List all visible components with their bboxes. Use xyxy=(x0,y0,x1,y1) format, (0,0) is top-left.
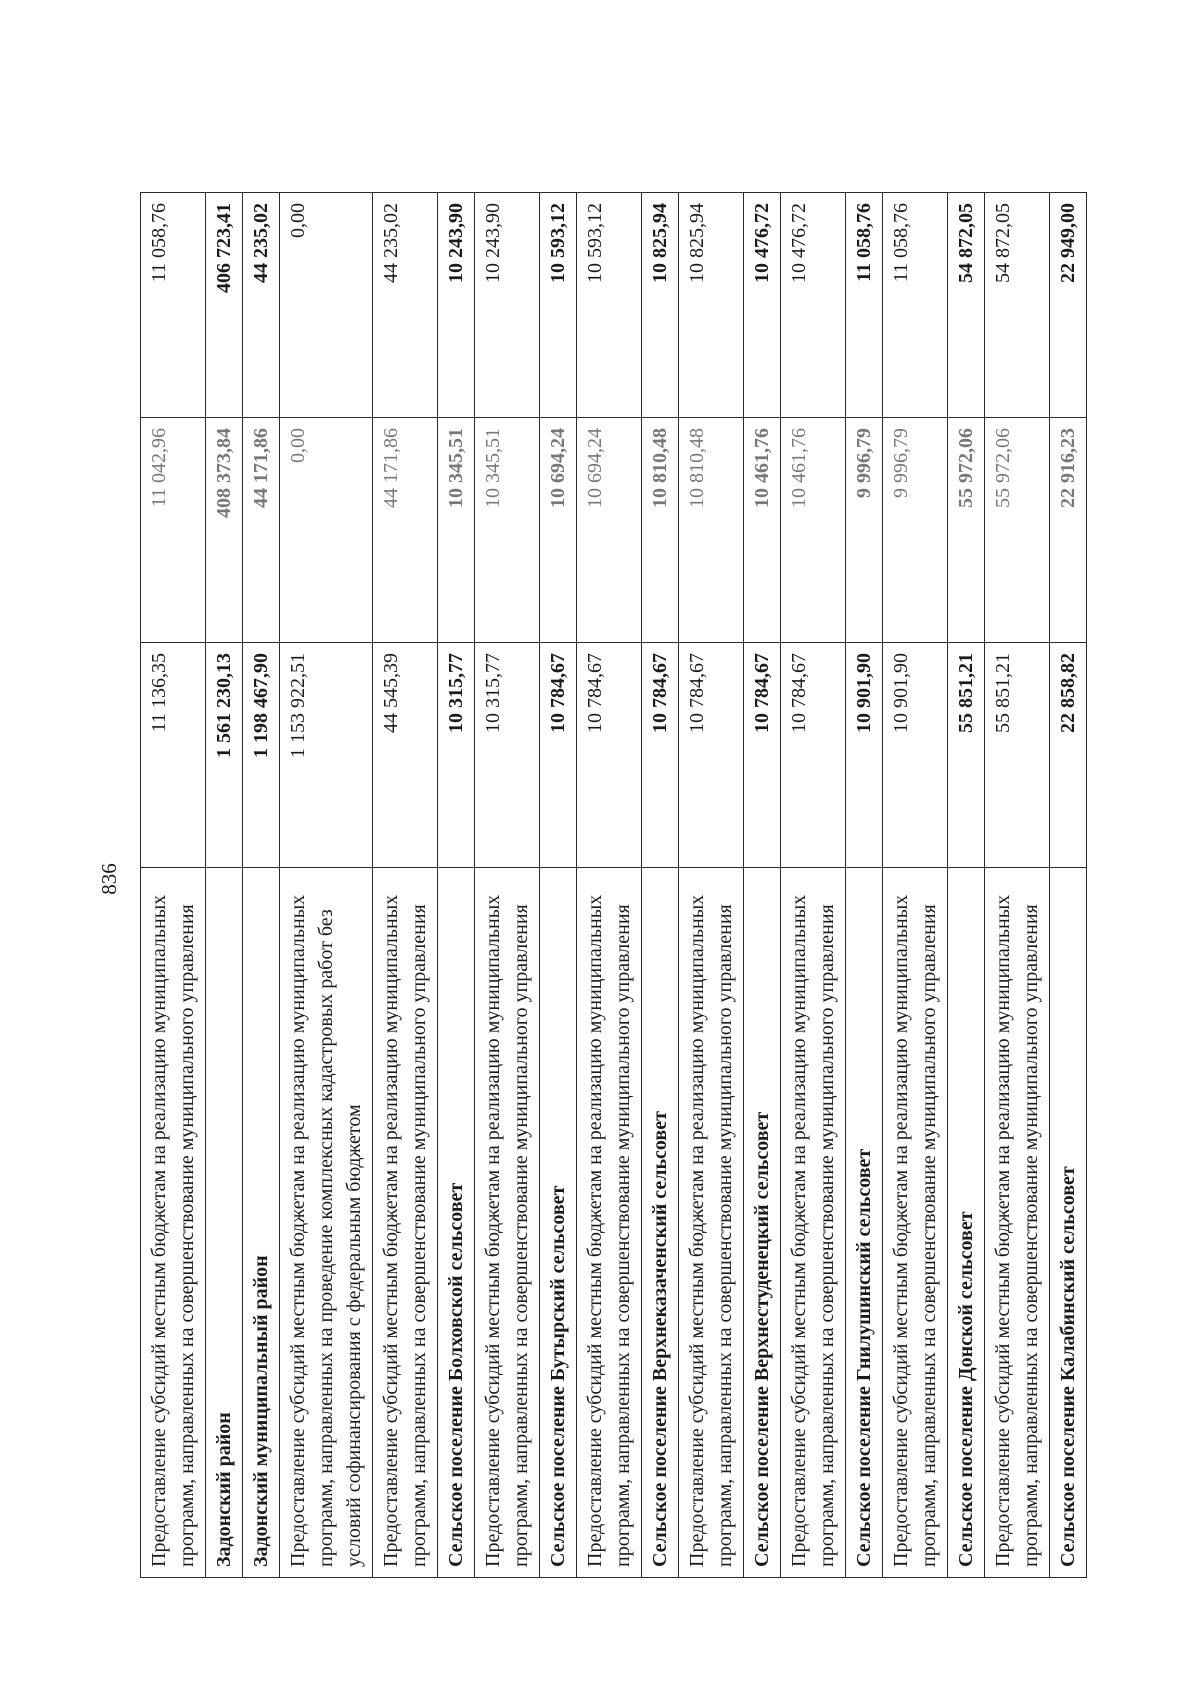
value-year3-cell: 44 235,02 xyxy=(373,193,438,418)
value-year3-cell: 0,00 xyxy=(280,193,373,418)
value-year1-cell: 10 784,67 xyxy=(781,643,846,868)
value-year2-cell: 11 042,96 xyxy=(141,418,206,643)
table-row xyxy=(141,193,206,1578)
table-row xyxy=(642,193,679,1578)
table-row xyxy=(475,193,540,1578)
row-name-cell: Сельское поселение Верхнеказаченский сельсовет xyxy=(642,868,679,1578)
row-name-cell: Предоставление субсидий местным бюджетам на реализацию муниципальных программ, направленных на совершенствование муниципального управления xyxy=(985,868,1050,1578)
row-name-cell: Предоставление субсидий местным бюджетам на реализацию муниципальных программ, направленных на совершенствование муниципального управления xyxy=(373,868,438,1578)
value-year1-cell: 10 315,77 xyxy=(438,643,475,868)
table-row xyxy=(206,193,243,1578)
row-name-cell: Предоставление субсидий местным бюджетам на реализацию муниципальных программ, направленных на совершенствование муниципального управления xyxy=(679,868,744,1578)
table-row xyxy=(373,193,438,1578)
value-year1-cell: 10 901,90 xyxy=(846,643,883,868)
table-row xyxy=(846,193,883,1578)
value-year3-cell: 10 593,12 xyxy=(540,193,577,418)
value-year2-cell: 10 345,51 xyxy=(475,418,540,643)
value-year1-cell: 11 136,35 xyxy=(141,643,206,868)
row-name-cell: Сельское поселение Донской сельсовет xyxy=(948,868,985,1578)
value-year2-cell: 408 373,84 xyxy=(206,418,243,643)
value-year2-cell: 9 996,79 xyxy=(846,418,883,643)
value-year2-cell: 10 810,48 xyxy=(679,418,744,643)
value-year3-cell: 54 872,05 xyxy=(948,193,985,418)
row-name-cell: Задонский район xyxy=(206,868,243,1578)
value-year2-cell: 44 171,86 xyxy=(373,418,438,643)
table-row xyxy=(243,193,280,1578)
row-name-cell: Предоставление субсидий местным бюджетам на реализацию муниципальных программ, направленных на совершенствование муниципального управления xyxy=(883,868,948,1578)
value-year3-cell: 11 058,76 xyxy=(846,193,883,418)
table-row xyxy=(883,193,948,1578)
row-name-cell: Предоставление субсидий местным бюджетам на реализацию муниципальных программ, направленных на проведение комплексных кадастровых работ без условий софинансирования с федеральным бюджетом xyxy=(280,868,373,1578)
table-row xyxy=(1050,193,1087,1578)
budget-table-body xyxy=(141,193,1087,1578)
value-year2-cell: 9 996,79 xyxy=(883,418,948,643)
value-year3-cell: 10 243,90 xyxy=(438,193,475,418)
value-year3-cell: 22 949,00 xyxy=(1050,193,1087,418)
row-name-cell: Сельское поселение Верхнестуденецкий сельсовет xyxy=(744,868,781,1578)
value-year2-cell: 10 694,24 xyxy=(540,418,577,643)
value-year1-cell: 10 784,67 xyxy=(642,643,679,868)
value-year3-cell: 10 476,72 xyxy=(744,193,781,418)
value-year3-cell: 10 593,12 xyxy=(577,193,642,418)
value-year3-cell: 10 825,94 xyxy=(642,193,679,418)
value-year3-cell: 44 235,02 xyxy=(243,193,280,418)
value-year1-cell: 1 153 922,51 xyxy=(280,643,373,868)
value-year1-cell: 55 851,21 xyxy=(948,643,985,868)
value-year3-cell: 54 872,05 xyxy=(985,193,1050,418)
value-year3-cell: 11 058,76 xyxy=(883,193,948,418)
rotated-page xyxy=(85,140,1111,1618)
table-row xyxy=(540,193,577,1578)
table-row xyxy=(679,193,744,1578)
table-row xyxy=(280,193,373,1578)
table-row xyxy=(948,193,985,1578)
value-year2-cell: 10 694,24 xyxy=(577,418,642,643)
value-year3-cell: 10 476,72 xyxy=(781,193,846,418)
row-name-cell: Сельское поселение Бутырский сельсовет xyxy=(540,868,577,1578)
value-year3-cell: 11 058,76 xyxy=(141,193,206,418)
table-row xyxy=(744,193,781,1578)
value-year2-cell: 22 916,23 xyxy=(1050,418,1087,643)
value-year1-cell: 1 198 467,90 xyxy=(243,643,280,868)
value-year1-cell: 1 561 230,13 xyxy=(206,643,243,868)
value-year2-cell: 10 810,48 xyxy=(642,418,679,643)
value-year1-cell: 10 901,90 xyxy=(883,643,948,868)
value-year3-cell: 10 825,94 xyxy=(679,193,744,418)
value-year2-cell: 0,00 xyxy=(280,418,373,643)
row-name-cell: Предоставление субсидий местным бюджетам на реализацию муниципальных программ, направленных на совершенствование муниципального управления xyxy=(781,868,846,1578)
value-year1-cell: 10 784,67 xyxy=(540,643,577,868)
value-year2-cell: 55 972,06 xyxy=(948,418,985,643)
value-year1-cell: 22 858,82 xyxy=(1050,643,1087,868)
budget-table xyxy=(140,192,1087,1578)
table-row xyxy=(985,193,1050,1578)
value-year1-cell: 10 784,67 xyxy=(577,643,642,868)
row-name-cell: Предоставление субсидий местным бюджетам на реализацию муниципальных программ, направленных на совершенствование муниципального управления xyxy=(577,868,642,1578)
value-year2-cell: 10 461,76 xyxy=(744,418,781,643)
table-row xyxy=(438,193,475,1578)
value-year2-cell: 44 171,86 xyxy=(243,418,280,643)
row-name-cell: Предоставление субсидий местным бюджетам на реализацию муниципальных программ, направленных на совершенствование муниципального управления xyxy=(475,868,540,1578)
value-year2-cell: 55 972,06 xyxy=(985,418,1050,643)
row-name-cell: Сельское поселение Гнилушинский сельсовет xyxy=(846,868,883,1578)
value-year1-cell: 10 784,67 xyxy=(744,643,781,868)
row-name-cell: Сельское поселение Болховской сельсовет xyxy=(438,868,475,1578)
value-year1-cell: 55 851,21 xyxy=(985,643,1050,868)
value-year1-cell: 10 315,77 xyxy=(475,643,540,868)
page-number: 836 xyxy=(97,863,121,895)
value-year3-cell: 10 243,90 xyxy=(475,193,540,418)
value-year1-cell: 10 784,67 xyxy=(679,643,744,868)
value-year3-cell: 406 723,41 xyxy=(206,193,243,418)
table-row xyxy=(577,193,642,1578)
value-year2-cell: 10 345,51 xyxy=(438,418,475,643)
table-row xyxy=(781,193,846,1578)
value-year2-cell: 10 461,76 xyxy=(781,418,846,643)
value-year1-cell: 44 545,39 xyxy=(373,643,438,868)
row-name-cell: Предоставление субсидий местным бюджетам на реализацию муниципальных программ, направленных на совершенствование муниципального управления xyxy=(141,868,206,1578)
row-name-cell: Сельское поселение Калабинский сельсовет xyxy=(1050,868,1087,1578)
row-name-cell: Задонский муниципальный район xyxy=(243,868,280,1578)
